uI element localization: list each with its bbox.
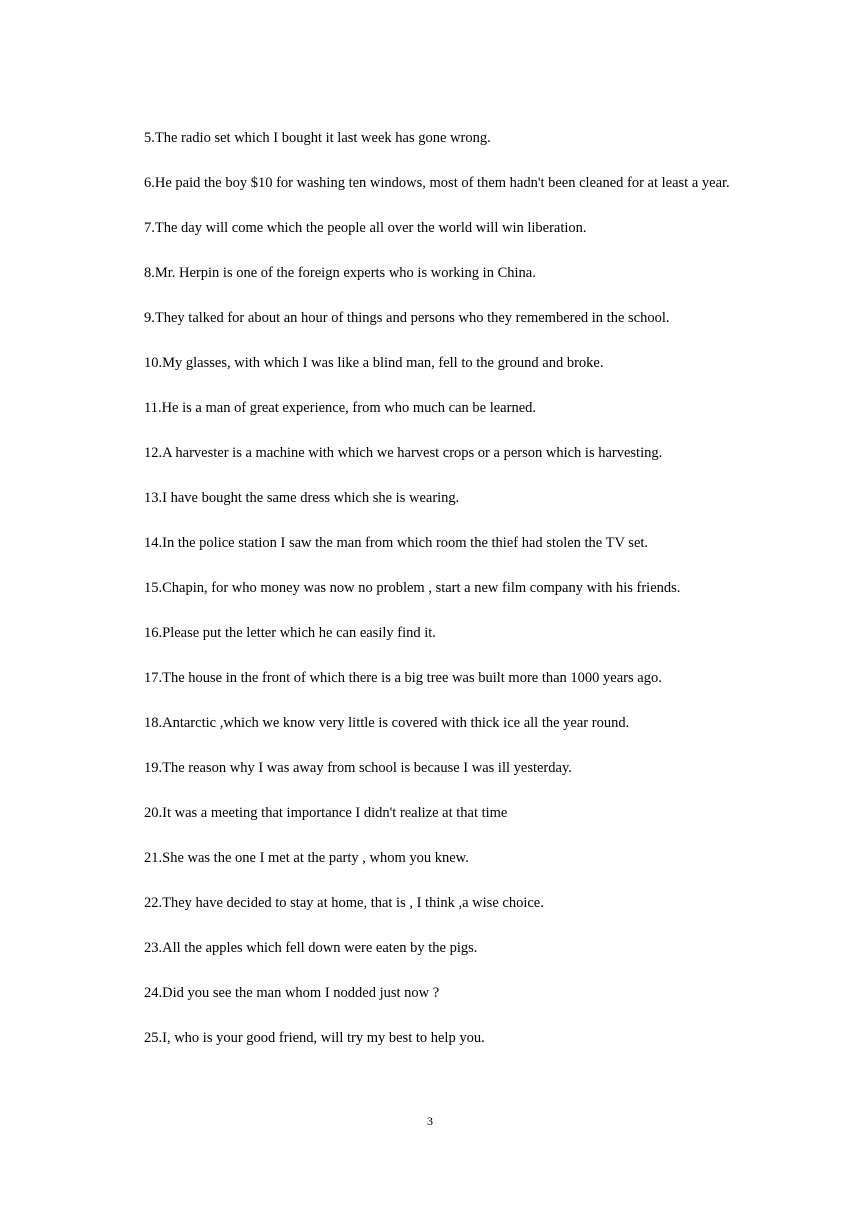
- exercise-item-17: 17.The house in the front of which there is a big tree was built more than 1000 years ago.: [144, 670, 662, 686]
- exercise-item-12: 12.A harvester is a machine with which we harvest crops or a person which is harvesting.: [144, 445, 663, 461]
- exercise-item-7: 7.The day will come which the people all over the world will win liberation.: [144, 220, 587, 236]
- exercise-item-16: 16.Please put the letter which he can easily find it.: [144, 625, 436, 641]
- exercise-item-18: 18.Antarctic ,which we know very little is covered with thick ice all the year round.: [144, 715, 630, 731]
- exercise-item-14: 14.In the police station I saw the man from which room the thief had stolen the TV set.: [144, 535, 649, 551]
- exercise-item-8: 8.Mr. Herpin is one of the foreign experts who is working in China.: [144, 265, 536, 281]
- exercise-item-15: 15.Chapin, for who money was now no problem , start a new film company with his friends.: [144, 580, 681, 596]
- exercise-item-21: 21.She was the one I met at the party , whom you knew.: [144, 850, 469, 866]
- exercise-item-13: 13.I have bought the same dress which she is wearing.: [144, 490, 460, 506]
- exercise-item-24: 24.Did you see the man whom I nodded just now ?: [144, 985, 440, 1001]
- exercise-item-9: 9.They talked for about an hour of things and persons who they remembered in the school.: [144, 310, 670, 326]
- exercise-item-23: 23.All the apples which fell down were eaten by the pigs.: [144, 940, 478, 956]
- exercise-item-25: 25.I, who is your good friend, will try my best to help you.: [144, 1030, 485, 1046]
- exercise-item-10: 10.My glasses, with which I was like a blind man, fell to the ground and broke.: [144, 355, 604, 371]
- exercise-item-11: 11.He is a man of great experience, from who much can be learned.: [144, 400, 537, 416]
- exercise-item-5: 5.The radio set which I bought it last week has gone wrong.: [144, 130, 491, 146]
- exercise-item-20: 20.It was a meeting that importance I didn't realize at that time: [144, 805, 508, 821]
- exercise-item-6: 6.He paid the boy $10 for washing ten windows, most of them hadn't been cleaned for at least a year.: [144, 175, 730, 191]
- exercise-item-22: 22.They have decided to stay at home, that is , I think ,a wise choice.: [144, 895, 544, 911]
- exercise-list: [129, 127, 733, 1072]
- page-number: 3: [427, 1114, 433, 1128]
- exercise-item-19: 19.The reason why I was away from school is because I was ill yesterday.: [144, 760, 572, 776]
